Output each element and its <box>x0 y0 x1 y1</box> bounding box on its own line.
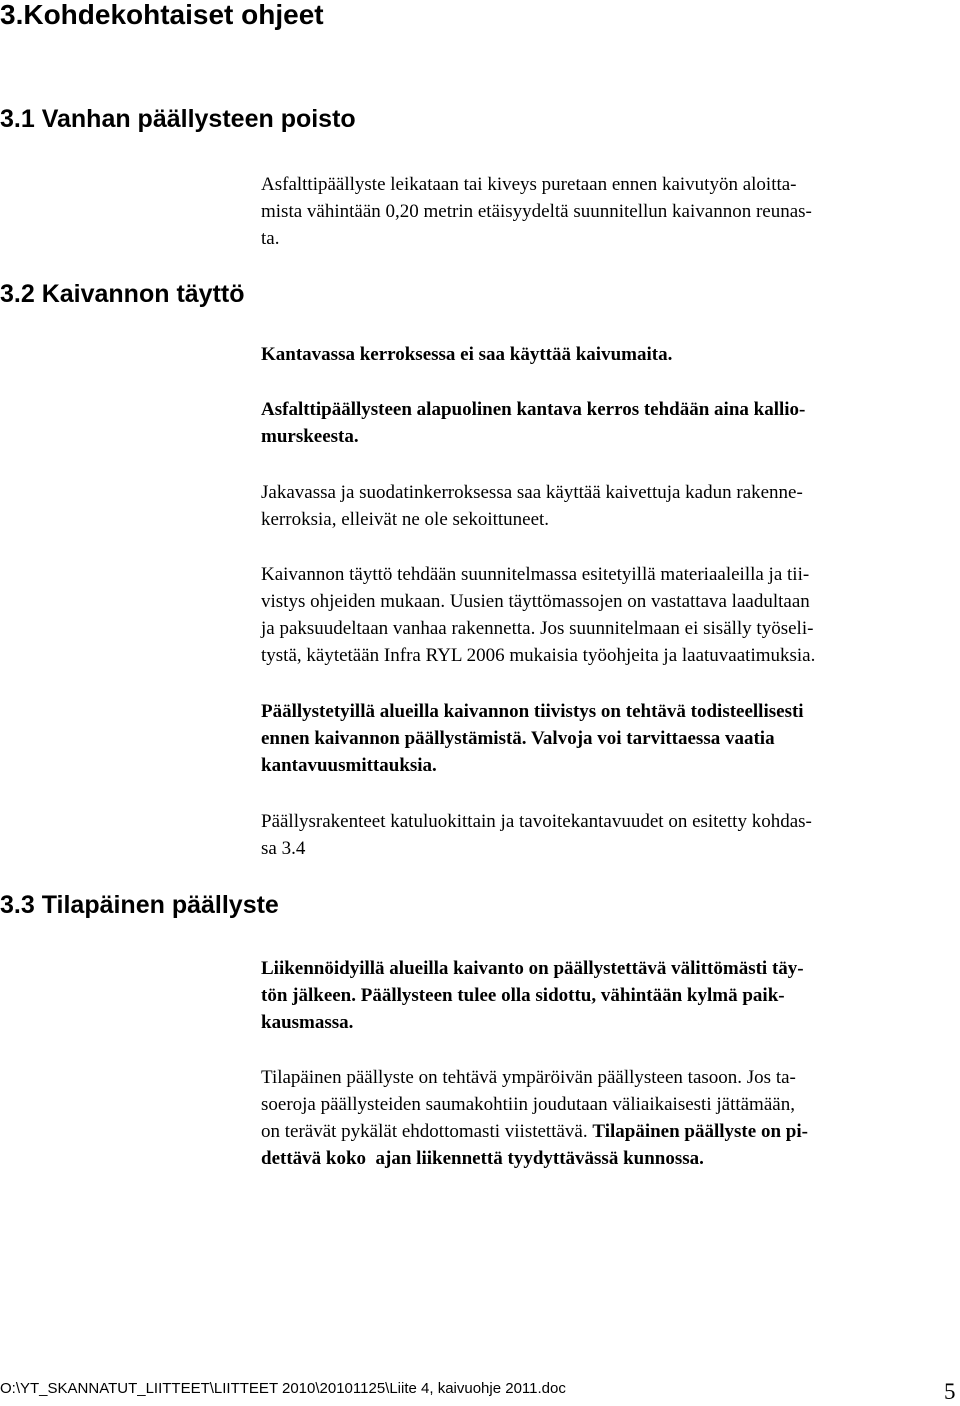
paragraph-backfill-materials <box>261 561 960 669</box>
section-title-3-1: 3.1 Vanhan päällysteen poisto <box>0 105 356 133</box>
section-title-3-3: 3.3 Tilapäinen päällyste <box>0 891 279 919</box>
text-line: Päällysrakenteet katuluokittain ja tavoitekantavuudet on esitetty kohdas- <box>261 811 812 832</box>
paragraph-old-pavement-removal <box>261 171 960 252</box>
text-line: ennen kaivannon päällystämistä. Valvoja voi tarvittaessa vaatia <box>261 728 775 749</box>
text-line: Asfalttipäällysteen alapuolinen kantava kerros tehdään aina kallio- <box>261 399 806 420</box>
text-line: ja paksuudeltaan vanhaa rakennetta. Jos suunnitelmaan ei sisälly työseli- <box>261 618 814 639</box>
text-line <box>261 1118 960 1145</box>
paragraph-temporary-pavement <box>261 1064 960 1172</box>
text-line: Tilapäinen päällyste on tehtävä ympäröivän päällysteen tasoon. Jos ta- <box>261 1067 796 1088</box>
paragraph-pavement-structures-reference <box>261 808 960 862</box>
text-line: dettävä koko ajan liikennettä tyydyttävässä kunnossa. <box>261 1148 704 1169</box>
text-run-bold: Tilapäinen päällyste on pi- <box>592 1121 808 1142</box>
page-number: 5 <box>944 1379 956 1404</box>
text-line: vistys ohjeiden mukaan. Uusien täyttömassojen on vastattava laadultaan <box>261 591 810 612</box>
page-heading: 3.Kohdekohtaiset ohjeet <box>0 0 324 30</box>
text-line: tön jälkeen. Päällysteen tulee olla sidottu, vähintään kylmä paik- <box>261 985 785 1006</box>
text-line: soeroja päällysteiden saumakohtiin joudutaan väliaikaisesti jättämään, <box>261 1094 795 1115</box>
text-line: Liikennöidyillä alueilla kaivanto on päällystettävä välittömästi täy- <box>261 958 804 979</box>
paragraph-compaction-verification <box>261 698 960 779</box>
text-line: Jakavassa ja suodatinkerroksessa saa käyttää kaivettuja kadun rakenne- <box>261 482 803 503</box>
text-line: kausmassa. <box>261 1012 354 1033</box>
text-line: kantavuusmittauksia. <box>261 755 437 776</box>
paragraph-base-layer-crushed-rock <box>261 396 960 450</box>
text-line: mista vähintään 0,20 metrin etäisyydeltä suunnitellun kaivannon reunas- <box>261 201 812 222</box>
footer-file-path: O:\YT_SKANNATUT_LIITTEET\LIITTEET 2010\20101125\Liite 4, kaivuohje 2011.doc <box>0 1380 566 1397</box>
text-line: tystä, käytetään Infra RYL 2006 mukaisia työohjeita ja laatuvaatimuksia. <box>261 645 816 666</box>
text-line: sa 3.4 <box>261 838 306 859</box>
paragraph-no-excavated-soil <box>261 341 960 368</box>
text-line: Asfalttipäällyste leikataan tai kiveys puretaan ennen kaivutyön aloitta- <box>261 174 797 195</box>
paragraph-subbase-filter-layers <box>261 479 960 533</box>
text-line: Päällystetyillä alueilla kaivannon tiivistys on tehtävä todisteellisesti <box>261 701 804 722</box>
paragraph-immediate-paving <box>261 955 960 1036</box>
text-line: ta. <box>261 228 280 249</box>
section-title-3-2: 3.2 Kaivannon täyttö <box>0 280 245 308</box>
text-line: Kantavassa kerroksessa ei saa käyttää kaivumaita. <box>261 344 673 365</box>
text-line: Kaivannon täyttö tehdään suunnitelmassa esitetyillä materiaaleilla ja tii- <box>261 564 810 585</box>
text-line: kerroksia, elleivät ne ole sekoittuneet. <box>261 509 550 530</box>
text-line: murskeesta. <box>261 426 359 447</box>
text-run: on terävät pykälät ehdottomasti viistettävä. <box>261 1121 593 1142</box>
